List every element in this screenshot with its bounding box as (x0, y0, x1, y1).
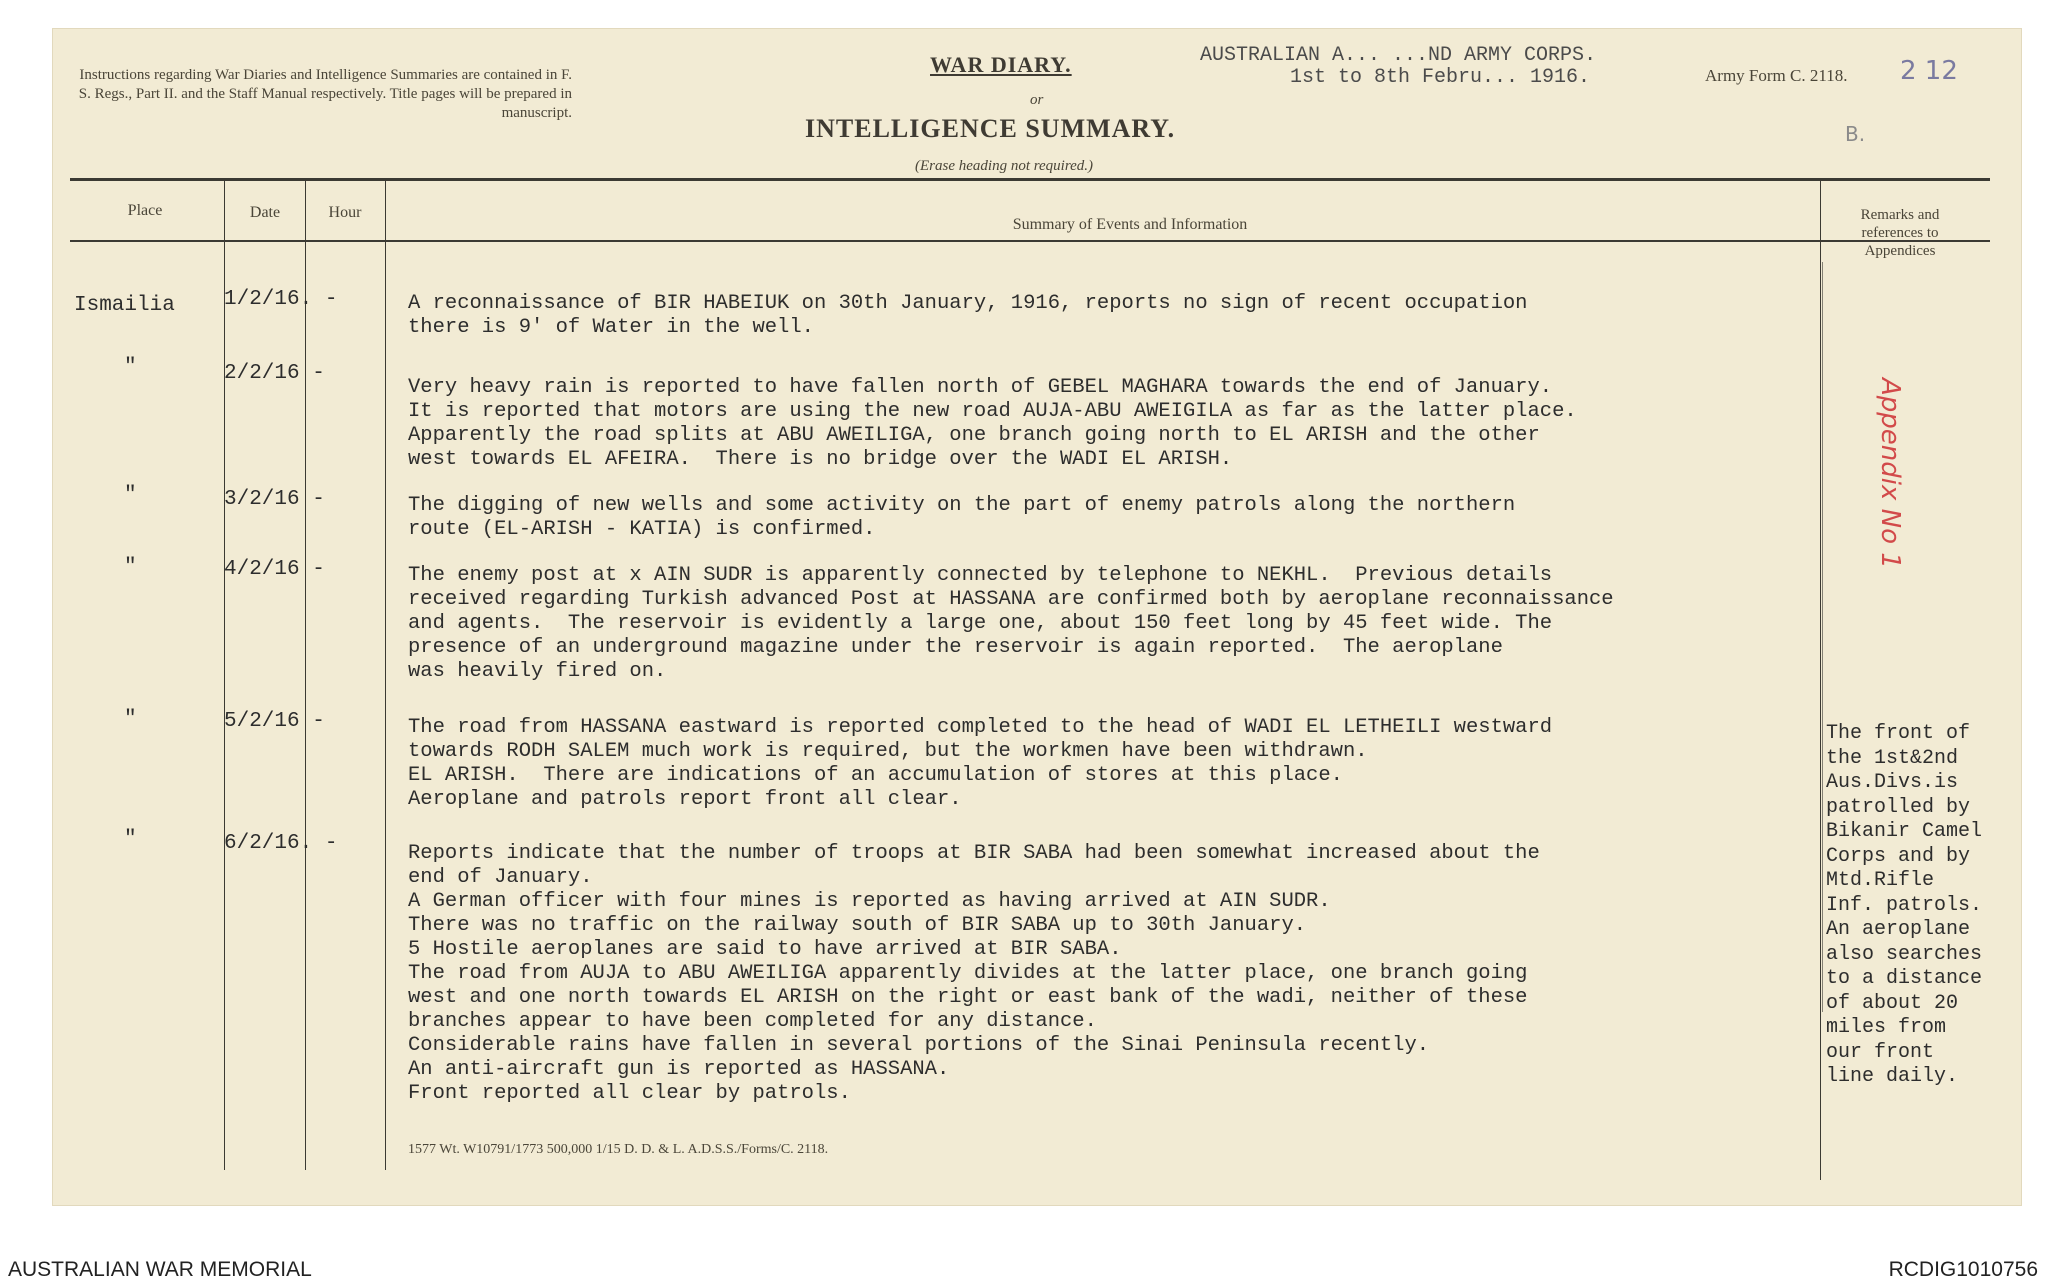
entry-date: 4/2/16 - (224, 558, 325, 581)
column-header-remarks: Remarks and references to Appendices (1860, 207, 1940, 259)
entry-text: The digging of new wells and some activity on the part of enemy patrols along the northern route (EL-ARISH - KATIA) is confirmed. (408, 494, 1516, 541)
entry-date: 1/2/16. - (224, 288, 338, 311)
entry-date: 6/2/16. - (224, 832, 338, 855)
army-form-number: Army Form C. 2118. (1705, 66, 1848, 85)
entry-date: 3/2/16 - (224, 488, 325, 511)
column-header-place: Place (127, 202, 163, 219)
entry-place: " (124, 708, 137, 731)
entry-text: The enemy post at x AIN SUDR is apparently connected by telephone to NEKHL. Previous details received regarding Turkish advanced Post at HASSANA are confirmed both by aeroplane reconnaissance and agents. The reservoir is evidently a large one, about 150 feet long by 45 feet wide. The presence of an underground magazine under the reservoir is again reported. The aeroplane was heavily fired on. (408, 564, 1614, 683)
instructions-note: Instructions regarding War Diaries and Intelligence Summaries are contained in F. S. Regs., Part II. and the Staff Manual respectively. Title pages will be prepared in manuscript. (78, 67, 572, 121)
entry-text: The road from HASSANA eastward is reported completed to the head of WADI EL LETHEILI westward towards RODH SALEM much work is required, but the workmen have been withdrawn. EL ARISH. There are indications of an accumulation of stores at this place. Aeroplane and patrols report front all clear. (408, 716, 1553, 811)
place-column-divider (224, 180, 225, 1170)
erase-heading-note: (Erase heading not required.) (915, 158, 1094, 174)
unit-name: AUSTRALIAN A... ...ND ARMY CORPS. (1200, 44, 1597, 67)
record-id-caption: RCDIG1010756 (1888, 1258, 2038, 1281)
entry-date: 5/2/16 - (224, 710, 325, 733)
archive-caption: AUSTRALIAN WAR MEMORIAL (8, 1258, 312, 1281)
hour-column-divider (385, 180, 386, 1170)
form-print-code: 1577 Wt. W10791/1773 500,000 1/15 D. D. & L. A.D.S.S./Forms/C. 2118. (408, 1142, 829, 1157)
pencil-mark: B. (1845, 122, 1866, 146)
page-number: 2 12 (1900, 56, 1958, 86)
entry-date: 2/2/16 - (224, 362, 325, 385)
intelligence-summary-title: INTELLIGENCE SUMMARY. (805, 114, 1176, 143)
entry-place: " (124, 356, 137, 379)
date-column-divider (305, 180, 306, 1170)
column-header-summary: Summary of Events and Information (1012, 216, 1248, 233)
entry-place: " (124, 484, 137, 507)
diary-period: 1st to 8th Febru... 1916. (1290, 66, 1591, 89)
entry-place: " (124, 828, 137, 851)
entry-place: Ismailia (74, 294, 175, 317)
entry-text: A reconnaissance of BIR HABEIUK on 30th January, 1916, reports no sign of recent occupation there is 9' of Water in the well. (408, 292, 1528, 339)
remarks-text: The front of the 1st&2nd Aus.Divs.is patrolled by Bikanir Camel Corps and by Mtd.Rifle Inf. patrols. An aeroplane also searches to a distance of about 20 miles from our front line daily. (1826, 722, 1983, 1088)
header-bottom-rule (70, 240, 1990, 242)
header-top-rule (70, 178, 1990, 181)
appendix-annotation: Appendix No 1 (1875, 378, 1905, 569)
entry-text: Very heavy rain is reported to have fallen north of GEBEL MAGHARA towards the end of January. It is reported that motors are using the new road AUJA-ABU AWEIGILA as far as the latter place. Apparently the road splits at ABU AWEILIGA, one branch going north to EL ARISH and the other west towards EL AFEIRA. There is no bridge over the WADI EL ARISH. (408, 376, 1577, 471)
column-header-date: Date (249, 204, 281, 221)
entry-place: " (124, 556, 137, 579)
entry-text: Reports indicate that the number of troops at BIR SABA had been somewhat increased about the end of January. A German officer with four mines is reported as having arrived at AIN SUDR. There was no traffic on the railway south of BIR SABA up to 30th January. 5 Hostile aeroplanes are said to have arrived at BIR SABA. The road from AUJA to ABU AWEILIGA apparently divides at the latter place, one branch going west and one north towards EL ARISH on the right or east bank of the wadi, neither of these branches appear to have been completed for any distance. Considerable rains have fallen in several portions of the Sinai Peninsula recently. An anti-aircraft gun is reported as HASSANA. Front reported all clear by patrols. (408, 842, 1540, 1105)
war-diary-title: WAR DIARY. (930, 52, 1072, 77)
column-header-hour: Hour (328, 204, 362, 221)
title-or: or (1030, 92, 1044, 108)
